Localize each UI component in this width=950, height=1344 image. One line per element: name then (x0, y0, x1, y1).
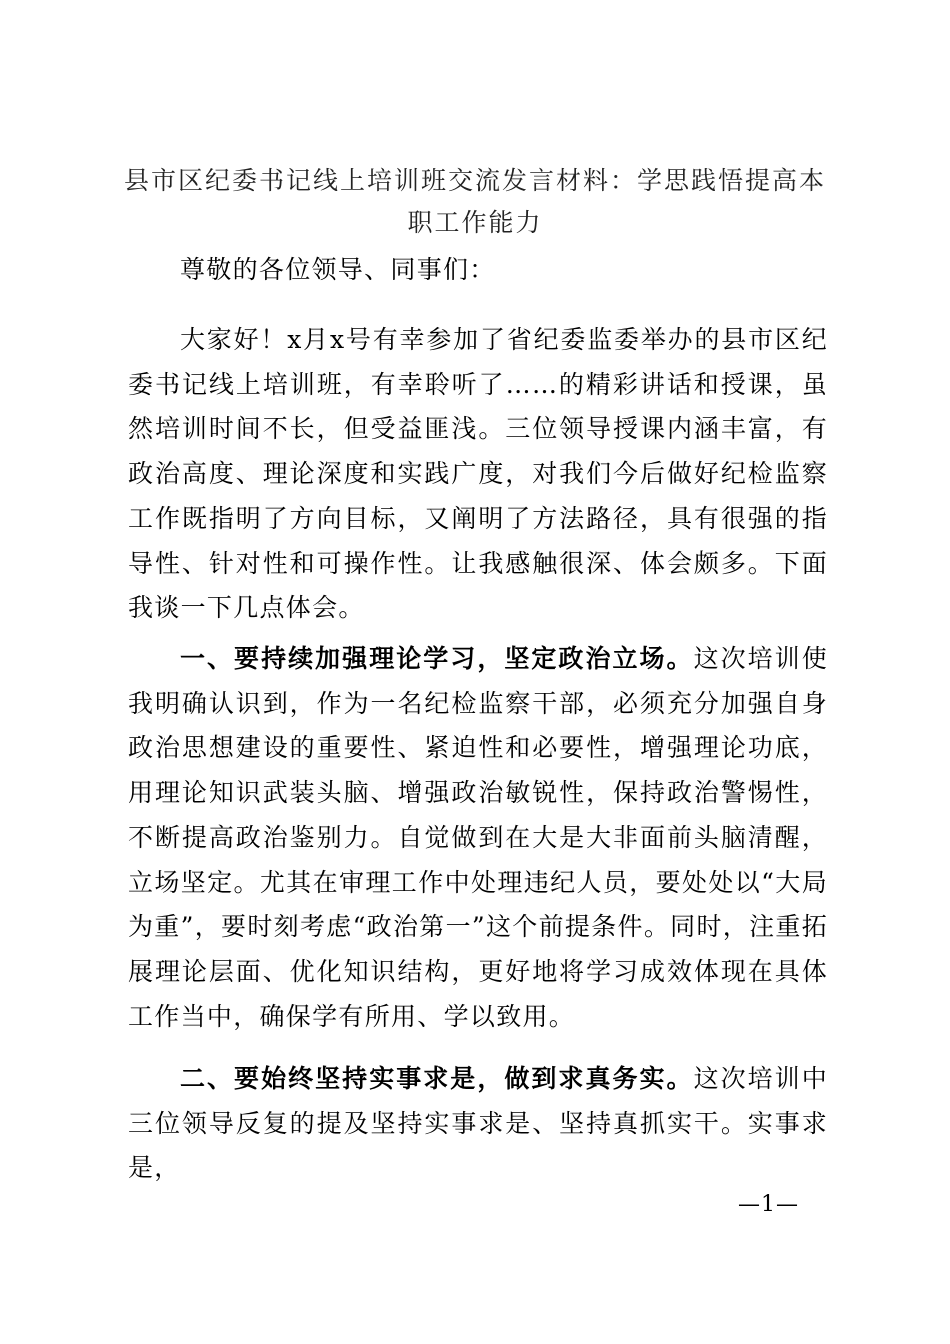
paragraph-intro: 大家好！x月x号有幸参加了省纪委监委举办的县市区纪委书记线上培训班，有幸聆听了……的精彩讲话和授课，虽然培训时间不长，但受益匪浅。三位领导授课内涵丰富，有政治高度、理论深度和实践广度，对我们今后做好纪检监察工作既指明了方向目标，又阐明了方法路径，具有很强的指导性、针对性和可操作性。让我感触很深、体会颇多。下面我谈一下几点体会。 (128, 325, 828, 623)
section-1-heading: 一、要持续加强理论学习，坚定政治立场。 (180, 644, 694, 673)
paragraph-section-2 (128, 1057, 828, 1191)
section-2-text: 这次培训中三位领导反复的提及坚持实事求是、坚持真抓实干。实事求是， (128, 1064, 828, 1183)
section-1-text: 这次培训使我明确认识到，作为一名纪检监察干部，必须充分加强自身政治思想建设的重要性、紧迫性和必要性，增强理论功底，用理论知识武装头脑、增强政治敏锐性，保持政治警惕性，不断提高政治鉴别力。自觉做到在大是大非面前头脑清醒，立场坚定。尤其在审理工作中处理违纪人员，要处处以“大局为重”，要时刻考虑“政治第一”这个前提条件。同时，注重拓展理论层面、优化知识结构，更好地将学习成效体现在具体工作当中，确保学有所用、学以致用。 (128, 644, 828, 1031)
paragraph-section-1 (128, 637, 828, 1039)
page-number: —1— (738, 1192, 799, 1217)
salutation: 尊敬的各位领导、同事们： (180, 255, 496, 284)
section-2-heading: 二、要始终坚持实事求是，做到求真务实。 (180, 1064, 694, 1093)
document-title: 县市区纪委书记线上培训班交流发言材料：学思践悟提高本职工作能力 (123, 166, 826, 237)
